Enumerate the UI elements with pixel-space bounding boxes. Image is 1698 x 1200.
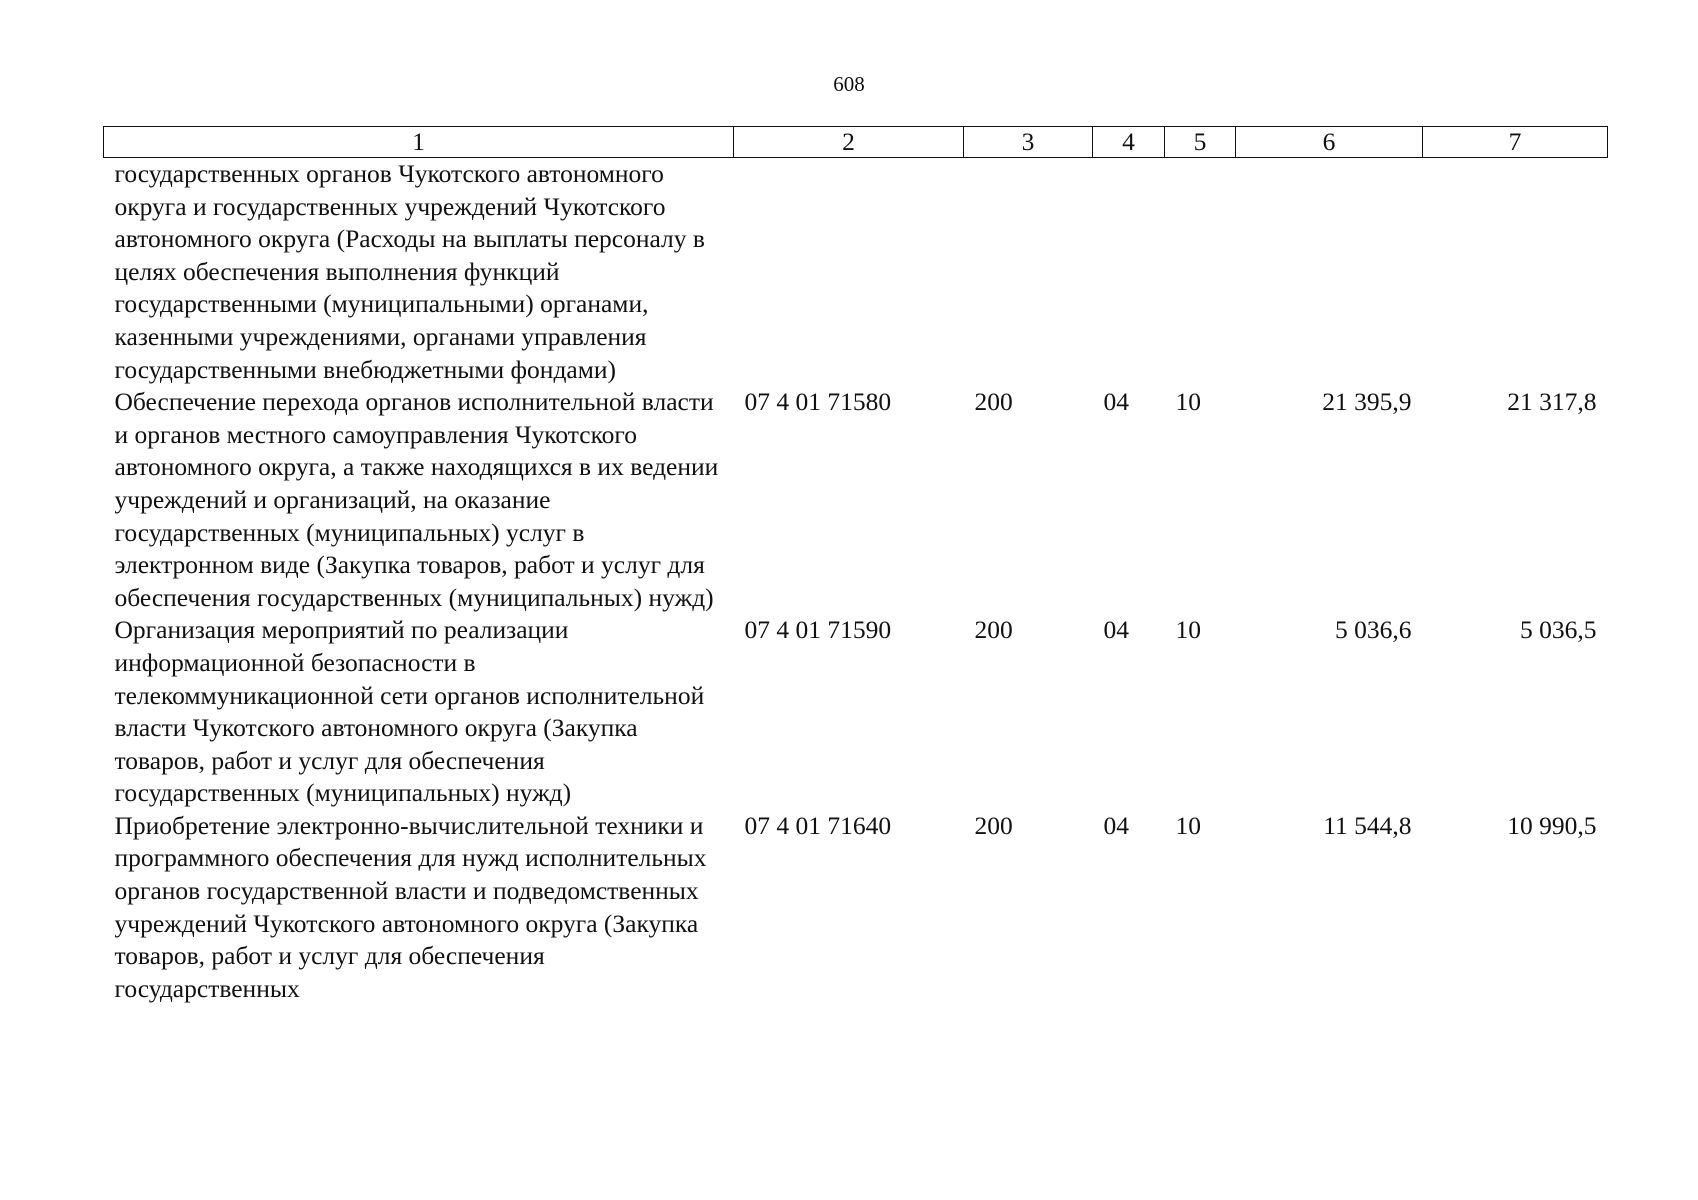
header-col-5: 5: [1165, 127, 1236, 158]
row-amount-col-7: [1423, 158, 1608, 387]
row-subsection: [1165, 158, 1236, 387]
row-subsection: 10: [1175, 810, 1201, 840]
row-target-article: 07 4 01 71640: [744, 810, 892, 840]
header-col-7: 7: [1423, 127, 1608, 158]
row-section: [1093, 158, 1165, 387]
row-name: Приобретение электронно-вычислительной техники и программного обеспечения для нужд исполнительных органов государственной власти и подведомственных учреждений Чукотского автономного округа (Закупка товаров, работ и услуг для обеспечения государственных: [114, 810, 707, 1003]
row-expense-type: 200: [974, 615, 1013, 645]
row-amount-col-6: [1236, 158, 1423, 387]
table-row: [104, 386, 1608, 614]
row-expense-type: 200: [974, 810, 1013, 840]
row-name: государственных органов Чукотского автономного округа и государственных учреждений Чукотского автономного округа (Расходы на выплаты персоналу в целях обеспечения выполнения функций государственными (муниципальными) органами, казенными учреждениями, органами управления государственными внебюджетными фондами): [114, 159, 705, 384]
header-col-2: 2: [734, 127, 964, 158]
row-name: Обеспечение перехода органов исполнительной власти и органов местного самоуправления Чукотского автономного округа, а также находящихся в их ведении учреждений и организаций, на оказание государственных (муниципальных) услуг в электронном виде (Закупка товаров, работ и услуг для обеспечения государственных (муниципальных) нужд): [114, 387, 719, 612]
row-subsection: 10: [1175, 615, 1201, 645]
row-amount-col-7: 5 036,5: [1520, 615, 1597, 645]
row-section: 04: [1103, 387, 1129, 417]
row-section: 04: [1103, 810, 1129, 840]
header-col-6: 6: [1236, 127, 1423, 158]
row-target-article: 07 4 01 71580: [744, 387, 892, 417]
row-amount-col-7: 21 317,8: [1507, 387, 1597, 417]
header-col-3: 3: [964, 127, 1093, 158]
header-row: [104, 127, 1608, 158]
row-amount-col-6: 21 395,9: [1322, 387, 1412, 417]
row-expense-type: [964, 158, 1093, 387]
table-row: [104, 158, 1608, 387]
header-col-1: 1: [104, 127, 734, 158]
table-row: [104, 614, 1608, 810]
row-amount-col-6: 5 036,6: [1335, 615, 1412, 645]
row-expense-type: 200: [974, 387, 1013, 417]
page-number: 608: [833, 72, 865, 96]
budget-table: [103, 126, 1608, 1005]
row-target-article: [734, 158, 964, 387]
table-body: [104, 158, 1608, 1006]
row-amount-col-6: 11 544,8: [1323, 810, 1412, 840]
table-row: [104, 810, 1608, 1006]
table-header: [104, 127, 1608, 158]
row-name: Организация мероприятий по реализации информационной безопасности в телекоммуникационной сети органов исполнительной власти Чукотского автономного округа (Закупка товаров, работ и услуг для обеспечения государственных (муниципальных) нужд): [114, 615, 705, 808]
header-col-4: 4: [1093, 127, 1165, 158]
row-amount-col-7: 10 990,5: [1507, 810, 1597, 840]
row-subsection: 10: [1175, 387, 1201, 417]
row-section: 04: [1103, 615, 1129, 645]
row-target-article: 07 4 01 71590: [744, 615, 892, 645]
